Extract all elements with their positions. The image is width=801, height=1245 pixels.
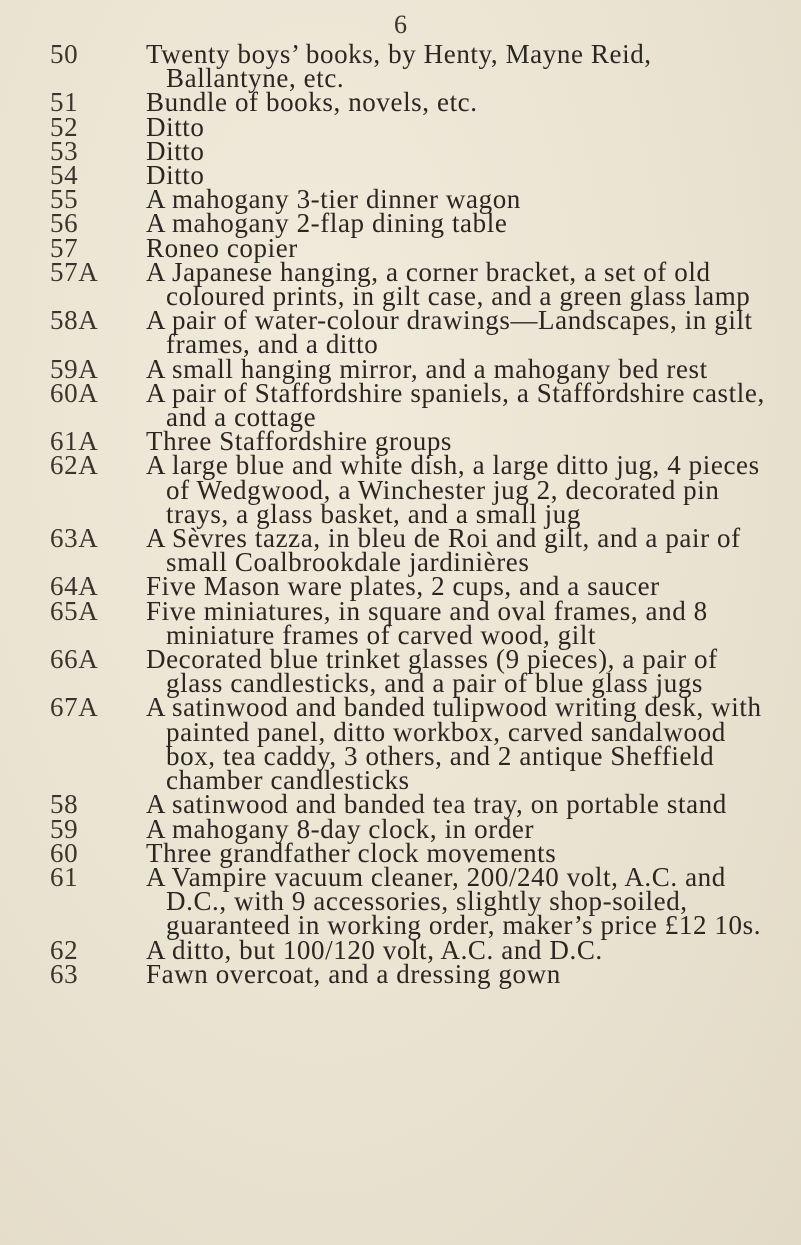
- lot-description: Decorated blue trinket glasses (9 pieces), a pair of glass candlesticks, and a pair of blue glass jugs: [146, 644, 718, 699]
- lot-item: [0, 256, 801, 312]
- lot-item: [0, 377, 801, 433]
- lot-description: A mahogany 3-tier dinner wagon: [146, 184, 521, 215]
- page-number: 6: [394, 10, 407, 39]
- lot-number: 57A: [50, 256, 99, 287]
- lot-number: 52: [50, 111, 79, 142]
- lot-number: 62A: [50, 450, 99, 481]
- lot-description: Five Mason ware plates, 2 cups, and a saucer: [146, 571, 660, 602]
- lot-number: 62: [50, 934, 79, 965]
- lot-description: A large blue and white dish, a large ditto jug, 4 pieces of Wedgwood, a Winchester jug 2, decorated pin trays, a glass basket, and a small jug: [146, 450, 760, 529]
- lot-description: Ditto: [146, 111, 205, 142]
- lot-item: [0, 135, 801, 166]
- lot-number: 60A: [50, 377, 99, 408]
- lot-item: [0, 692, 801, 796]
- lot-item: [0, 789, 801, 820]
- lot-description: Roneo copier: [146, 232, 298, 263]
- lot-number: 67A: [50, 692, 99, 723]
- lot-description: Ditto: [146, 135, 205, 166]
- lot-number: 58A: [50, 305, 99, 336]
- lot-item: [0, 111, 801, 142]
- lot-number: 55: [50, 184, 79, 215]
- lot-description: A ditto, but 100/120 volt, A.C. and D.C.: [146, 934, 603, 965]
- lot-item: [0, 523, 801, 578]
- lot-description: A Vampire vacuum cleaner, 200/240 volt, A.C. and D.C., with 9 accessories, slightly shop-soiled, guaranteed in working order, maker’s price £12 10s.: [146, 861, 762, 941]
- lot-number: 61: [50, 861, 79, 892]
- lot-description: A Sèvres tazza, in bleu de Roi and gilt, and a pair of small Coalbrookdale jardinières: [146, 523, 741, 578]
- lot-item: [0, 595, 801, 650]
- lot-number: 54: [50, 160, 79, 191]
- lot-item: [0, 39, 801, 94]
- lot-item: [0, 958, 801, 989]
- lot-number: 63: [50, 958, 79, 989]
- lot-description: Ditto: [146, 160, 205, 191]
- lot-description: Bundle of books, novels, etc.: [146, 87, 478, 118]
- lot-description: A satinwood and banded tulipwood writing desk, with painted panel, ditto workbox, carved sandalwood box, tea caddy, 3 others, and 2 antique Sheffield chamber candlesticks: [146, 692, 762, 796]
- lot-description: A small hanging mirror, and a mahogany bed rest: [146, 353, 708, 384]
- lot-description: Fawn overcoat, and a dressing gown: [146, 958, 561, 989]
- lot-number: 66A: [50, 644, 99, 675]
- lot-number: 59: [50, 813, 79, 844]
- lot-description: Three grandfather clock movements: [146, 837, 557, 868]
- lot-number: 50: [50, 39, 79, 69]
- lot-number: 58: [50, 789, 79, 820]
- lot-item: [0, 861, 801, 941]
- lot-item: [0, 208, 801, 239]
- lot-item: [0, 87, 801, 118]
- lot-description: A satinwood and banded tea tray, on portable stand: [146, 789, 727, 820]
- lot-item: [0, 450, 801, 529]
- lot-number: 61A: [50, 426, 99, 457]
- lot-description: A mahogany 2-flap dining table: [146, 208, 508, 239]
- lot-description: Twenty boys’ books, by Henty, Mayne Reid, Ballantyne, etc.: [146, 39, 652, 94]
- lot-number: 57: [50, 232, 79, 263]
- lot-item: [0, 305, 801, 360]
- lot-description: A pair of Staffordshire spaniels, a Staffordshire castle, and a cottage: [146, 377, 765, 433]
- lot-number: 65A: [50, 595, 99, 626]
- lot-description: Five miniatures, in square and oval frames, and 8 miniature frames of carved wood, gilt: [146, 595, 708, 650]
- lot-number: 59A: [50, 353, 99, 384]
- lot-description: A pair of water-colour drawings—Landscapes, in gilt frames, and a ditto: [146, 305, 753, 360]
- lot-number: 64A: [50, 571, 99, 602]
- lot-description: Three Staffordshire groups: [146, 426, 453, 457]
- lot-item: [0, 644, 801, 699]
- lot-description: A mahogany 8-day clock, in order: [146, 813, 535, 844]
- lot-number: 56: [50, 208, 79, 239]
- lot-number: 60: [50, 837, 79, 868]
- lot-description: A Japanese hanging, a corner bracket, a set of old coloured prints, in gilt case, and a green glass lamp: [146, 256, 751, 312]
- lot-number: 63A: [50, 523, 99, 554]
- lot-list: [0, 39, 801, 989]
- lot-number: 53: [50, 135, 79, 166]
- lot-number: 51: [50, 87, 79, 118]
